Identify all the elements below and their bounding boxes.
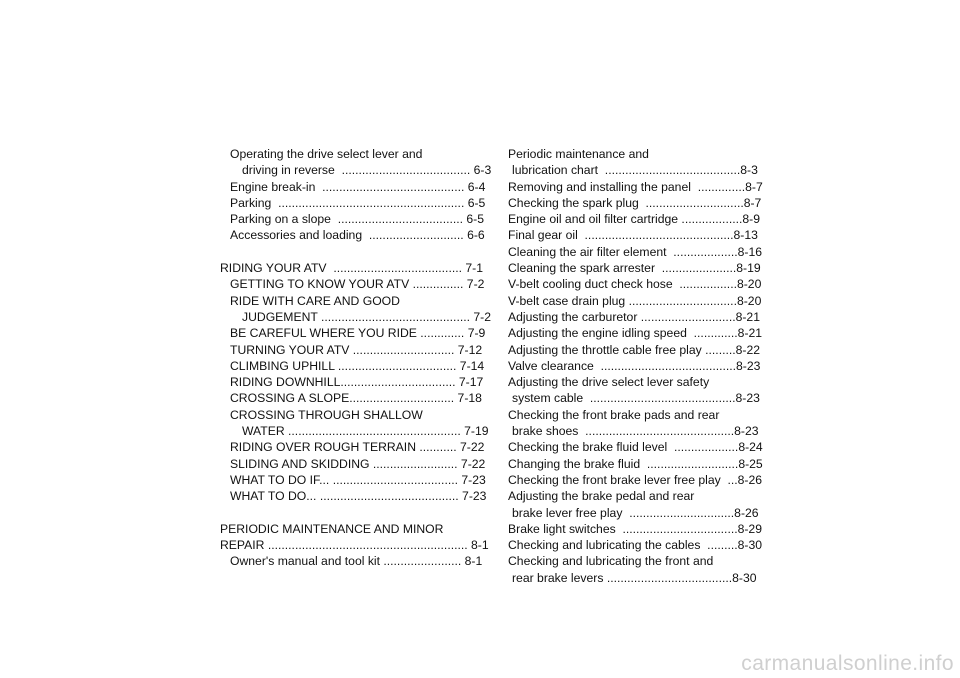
toc-entry: BE CAREFUL WHERE YOU RIDE ............. 7-9 bbox=[230, 326, 486, 341]
toc-entry: Adjusting the drive select lever safety bbox=[508, 375, 710, 390]
toc-entry: lubrication chart ........................................8-3 bbox=[512, 163, 758, 178]
toc-entry: Checking and lubricating the front and bbox=[508, 554, 714, 569]
toc-entry: RIDE WITH CARE AND GOOD bbox=[230, 293, 400, 308]
toc-entry: Checking the front brake lever free play ...8-26 bbox=[508, 472, 763, 487]
toc-right-column bbox=[508, 146, 763, 586]
toc-entry: CROSSING A SLOPE............................... 7-18 bbox=[230, 391, 482, 406]
toc-entry: Checking and lubricating the cables .........8-30 bbox=[508, 538, 763, 553]
toc-entry: Checking the spark plug .............................8-7 bbox=[508, 195, 762, 210]
toc-entry: Engine break-in .......................................... 6-4 bbox=[230, 179, 486, 194]
toc-entry: WHAT TO DO... ......................................... 7-23 bbox=[230, 489, 487, 504]
toc-entry: JUDGEMENT ............................................ 7-2 bbox=[242, 309, 491, 324]
toc-entry: CROSSING THROUGH SHALLOW bbox=[230, 407, 423, 422]
toc-entry: RIDING YOUR ATV ...................................... 7-1 bbox=[220, 261, 483, 276]
toc-entry: rear brake levers .....................................8-30 bbox=[512, 570, 757, 585]
toc-entry: Engine oil and oil filter cartridge ..................8-9 bbox=[508, 212, 760, 227]
toc-entry: Checking the brake fluid level ...................8-24 bbox=[508, 440, 763, 455]
toc-entry: Parking on a slope ..................................... 6-5 bbox=[230, 212, 485, 227]
toc-entry: Changing the brake fluid ...........................8-25 bbox=[508, 456, 763, 471]
toc-spacer bbox=[220, 505, 462, 521]
toc-entry: CLIMBING UPHILL ................................... 7-14 bbox=[230, 358, 485, 373]
toc-entry: RIDING OVER ROUGH TERRAIN ........... 7-22 bbox=[230, 440, 485, 455]
toc-entry: driving in reverse ...................................... 6-3 bbox=[242, 163, 492, 178]
toc-entry: Owner's manual and tool kit ....................... 8-1 bbox=[230, 554, 483, 569]
toc-entry: TURNING YOUR ATV .............................. 7-12 bbox=[230, 342, 483, 357]
toc-entry: WATER ................................................... 7-19 bbox=[242, 424, 489, 439]
toc-entry: Adjusting the brake pedal and rear bbox=[508, 489, 695, 504]
toc-entry: SLIDING AND SKIDDING ......................... 7-22 bbox=[230, 456, 486, 471]
toc-entry: system cable ...........................................8-23 bbox=[512, 391, 760, 406]
toc-entry: Cleaning the air filter element ...................8-16 bbox=[508, 244, 763, 259]
toc-entry: Adjusting the engine idling speed .............8-21 bbox=[508, 326, 763, 341]
toc-entry: Operating the drive select lever and bbox=[230, 147, 423, 161]
toc-entry: PERIODIC MAINTENANCE AND MINOR bbox=[220, 521, 444, 536]
toc-entry: Checking the front brake pads and rear bbox=[508, 407, 720, 422]
toc-entry: GETTING TO KNOW YOUR ATV ............... 7-2 bbox=[230, 277, 485, 292]
toc-entry: Removing and installing the panel ..............8-7 bbox=[508, 179, 763, 194]
toc-entry: REPAIR ........................................................... 8-1 bbox=[220, 538, 489, 553]
toc-entry: Adjusting the throttle cable free play .........8-22 bbox=[508, 342, 761, 357]
toc-entry: brake lever free play ...............................8-26 bbox=[512, 505, 759, 520]
toc-entry: Valve clearance ........................................8-23 bbox=[508, 358, 761, 373]
toc-entry: Parking ....................................................... 6-5 bbox=[230, 195, 486, 210]
toc-entry: Adjusting the carburetor ............................8-21 bbox=[508, 309, 760, 324]
toc-entry: RIDING DOWNHILL.................................. 7-17 bbox=[230, 375, 484, 390]
toc-entry: Cleaning the spark arrester ......................8-19 bbox=[508, 261, 761, 276]
toc-left-column bbox=[220, 146, 492, 570]
toc-entry: Periodic maintenance and bbox=[508, 147, 649, 161]
toc-entry: brake shoes ............................................8-23 bbox=[512, 424, 759, 439]
toc-entry: Brake light switches ..................................8-29 bbox=[508, 521, 762, 536]
toc-entry: Final gear oil ............................................8-13 bbox=[508, 228, 758, 243]
toc-entry: V-belt case drain plug ................................8-20 bbox=[508, 293, 762, 308]
toc-entry: Accessories and loading ............................ 6-6 bbox=[230, 228, 485, 243]
toc-entry: V-belt cooling duct check hose .................8-20 bbox=[508, 277, 762, 292]
toc-entry: WHAT TO DO IF... ..................................... 7-23 bbox=[230, 472, 486, 487]
toc-spacer bbox=[220, 244, 462, 260]
watermark: carmanualsonline.info bbox=[741, 652, 954, 675]
